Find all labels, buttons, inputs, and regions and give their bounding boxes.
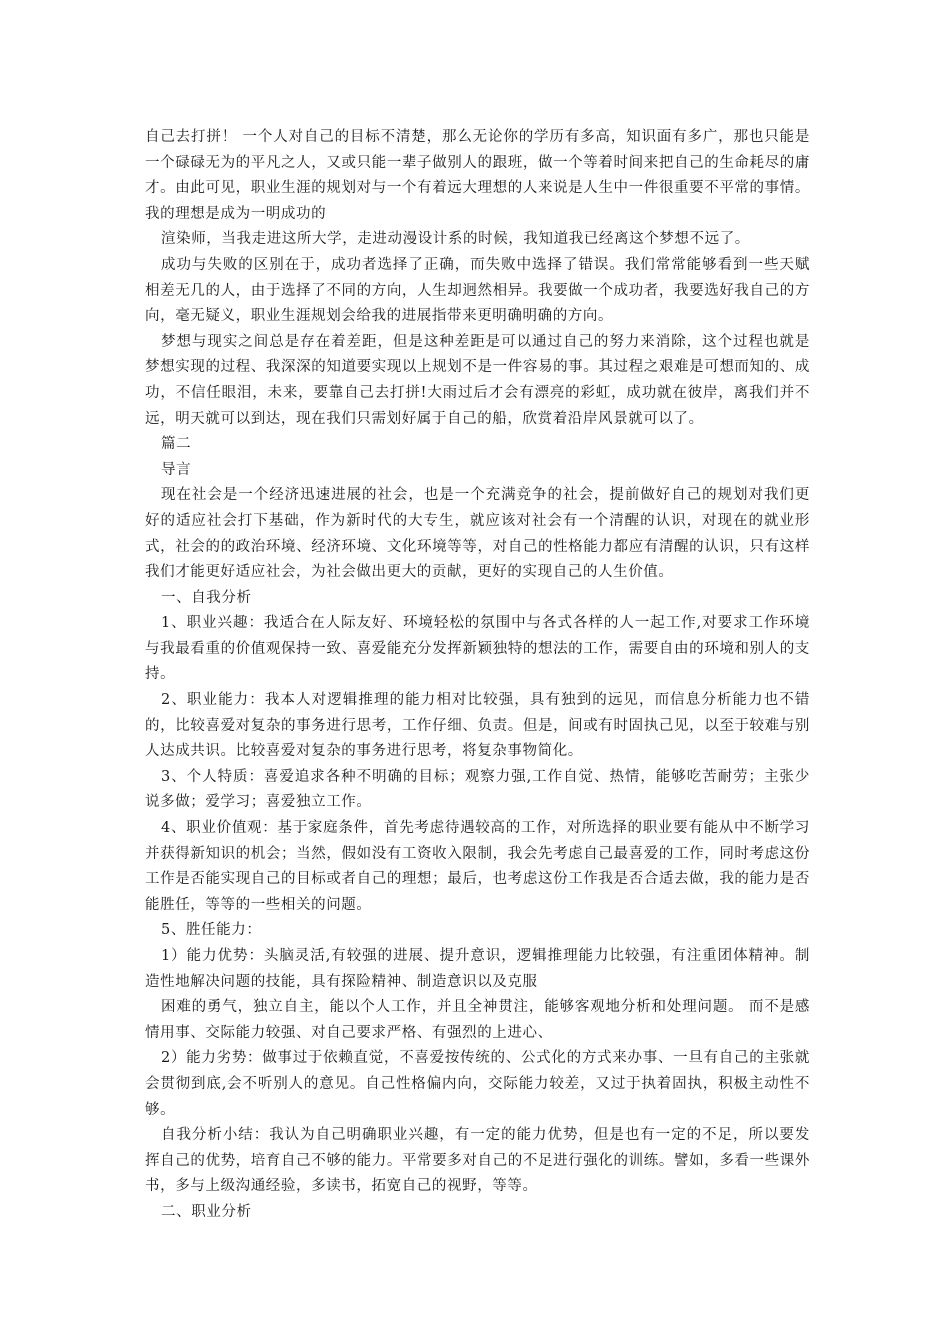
paragraph: 3、个人特质：喜爱追求各种不明确的目标；观察力强,工作自觉、热情，能够吃苦耐劳；主张少说多做；爱学习；喜爱独立工作。 <box>145 768 810 811</box>
paragraph: 困难的勇气，独立自主，能以个人工作，并且全神贯注，能够客观地分析和处理问题。 而不是感情用事、交际能力较强、对自己要求严格、有强烈的上进心、 <box>145 999 810 1041</box>
document-body <box>145 125 810 1226</box>
paragraph: 成功与失败的区别在于，成功者选择了正确，而失败中选择了错误。我们常常能够看到一些天赋相差无几的人，由于选择了不同的方向，人生却迥然相异。我要做一个成功者，我要选好我自己的方向，毫无疑义，职业生涯规划会给我的进展指带来更明确明确的方向。 <box>145 256 810 325</box>
paragraph: 2）能力劣势：做事过于依赖直觉，不喜爱按传统的、公式化的方式来办事、一旦有自己的主张就会贯彻到底,会不听别人的意见。自己性格偏内向，交际能力较差，又过于执着固执，积极主动性不够。 <box>145 1050 810 1118</box>
paragraph-continuation: 自己去打拼！ 一个人对自己的目标不清楚，那么无论你的学历有多高，知识面有多广，那也只能是一个碌碌无为的平凡之人，又或只能一辈子做别人的跟班，做一个等着时间来把自己的生命耗尽的庸才。由此可见，职业生涯的规划对与一个有着远大理想的人来说是人生中一件很重要不平常的事情。我的理想是成为一明成功的 <box>145 129 810 222</box>
paragraph: 1）能力优势：头脑灵活,有较强的进展、提升意识，逻辑推理能力比较强，有注重团体精神。制造性地解决问题的技能，具有探险精神、制造意识以及克服 <box>145 948 810 990</box>
paragraph: 现在社会是一个经济迅速进展的社会，也是一个充满竞争的社会，提前做好自己的规划对我们更好的适应社会打下基础，作为新时代的大专生，就应该对社会有一个清醒的认识，对现在的就业形式，社会的的政治环境、经济环境、文化环境等等，对自己的性格能力都应有清醒的认识，只有这样我们才能更好适应社会，为社会做出更大的贡献，更好的实现自己的人生价值。 <box>145 487 810 581</box>
paragraph: 1、职业兴趣：我适合在人际友好、环境轻松的氛围中与各式各样的人一起工作,对要求工作环境与我最看重的价值观保持一致、喜爱能充分发挥新颖独特的想法的工作，需要自由的环境和别人的支持。 <box>145 615 810 683</box>
section-heading-career-analysis: 二、职业分析 <box>161 1203 252 1220</box>
paragraph: 梦想与现实之间总是存在着差距，但是这种差距是可以通过自己的努力来消除，这个过程也就是梦想实现的过程、我深深的知道要实现以上规划不是一件容易的事。其过程之艰难是可想而知的、成功，不信任眼泪，未来，要靠自己去打拼!大雨过后才会有漂亮的彩虹，成功就在彼岸，离我们并不远，明天就可以到达，现在我们只需划好属于自己的船，欣赏着沿岸风景就可以了。 <box>145 333 810 427</box>
section-label-introduction: 导言 <box>161 461 192 478</box>
paragraph: 2、职业能力：我本人对逻辑推理的能力相对比较强，具有独到的远见，而信息分析能力也不错的，比较喜爱对复杂的事务进行思考，工作仔细、负责。但是，间或有时固执己见，以至于较难与别人达成共识。比较喜爱对复杂的事务进行思考，将复杂事物简化。 <box>145 692 810 760</box>
subheading-competence: 5、胜任能力： <box>161 922 262 939</box>
section-label-part-two: 篇二 <box>161 436 192 453</box>
section-heading-self-analysis: 一、自我分析 <box>161 589 252 606</box>
paragraph: 渲染师，当我走进这所大学，走进动漫设计系的时候，我知道我已经离这个梦想不远了。 <box>161 231 750 248</box>
paragraph: 自我分析小结：我认为自己明确职业兴趣，有一定的能力优势，但是也有一定的不足，所以要发挥自己的优势，培育自己不够的能力。平常要多对自己的不足进行强化的训练。譬如，多看一些课外书，多与上级沟通经验，多读书，拓宽自己的视野，等等。 <box>145 1127 810 1195</box>
paragraph: 4、职业价值观：基于家庭条件，首先考虑待遇较高的工作，对所选择的职业要有能从中不断学习并获得新知识的机会；当然，假如没有工资收入限制，我会先考虑自己最喜爱的工作，同时考虑这份工作是否能实现自己的目标或者自己的理想；最后，也考虑这份工作我是否合适去做，我的能力是否能胜任，等等的一些相关的问题。 <box>145 820 810 913</box>
